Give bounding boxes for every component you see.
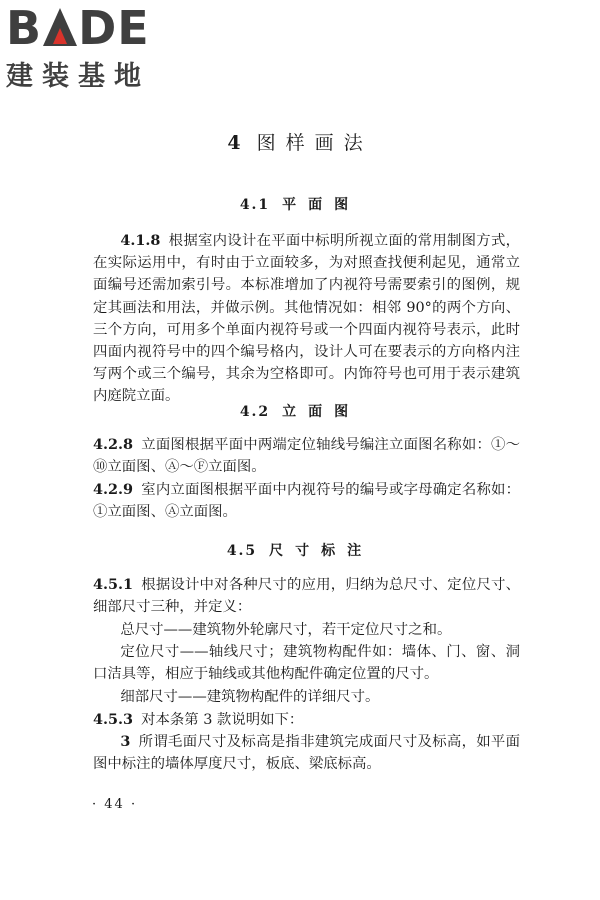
logo-letter-b: B	[6, 1, 43, 55]
chapter-heading	[0, 128, 600, 155]
section-heading-4-5	[0, 540, 600, 560]
clause-4-1-8	[93, 230, 520, 408]
clause-4-2-9	[93, 479, 520, 523]
clause-number: 4.2.9	[93, 481, 134, 498]
clause-number: 4.1.8	[120, 232, 161, 249]
section-title: 立面图	[282, 404, 361, 420]
section-number: 4.1	[239, 197, 271, 213]
section-heading-4-2	[0, 401, 600, 421]
section-title: 尺寸标注	[269, 543, 374, 559]
clause-4-2-8	[93, 434, 520, 478]
chapter-title: 图样画法	[256, 132, 373, 154]
clause-number: 4.5.3	[93, 711, 134, 728]
clause-text: 根据设计中对各种尺寸的应用，归纳为总尺寸、定位尺寸、细部尺寸三种，并定义：	[93, 577, 520, 616]
logo-letters-de: DE	[78, 1, 150, 55]
item-number: 3	[120, 733, 131, 750]
clause-4-5-3	[93, 709, 520, 731]
section-number: 4.2	[239, 404, 271, 420]
section-number: 4.5	[226, 543, 258, 559]
clause-text: 对本条第 3 款说明如下：	[141, 712, 304, 728]
clause-4-5-1	[93, 574, 520, 618]
page-number: · 44 ·	[92, 797, 138, 812]
section-heading-4-1	[0, 194, 600, 214]
logo-triangle-icon	[43, 8, 77, 46]
clause-number: 4.5.1	[93, 576, 134, 593]
clause-number: 4.2.8	[93, 436, 134, 453]
logo-subtitle: 建装基地	[6, 61, 150, 92]
section-title: 平面图	[282, 197, 361, 213]
logo-wordmark	[6, 1, 176, 55]
brand-logo	[6, 1, 176, 93]
item-text: 所谓毛面尺寸及标高是指非建筑完成面尺寸及标高，如平面图中标注的墙体厚度尺寸，板底、梁底标高。	[93, 734, 520, 773]
clause-text: 立面图根据平面中两端定位轴线号编注立面图名称如：①～⑩立面图、Ⓐ～Ⓕ立面图。	[93, 437, 520, 476]
clause-text: 根据室内设计在平面中标明所视立面的常用制图方式，在实际运用中，有时由于立面较多，为对照查找便利起见，通常立面编号还需加索引号。本标准增加了内视符号需要索引的图例，规定其画法和用法，并做示例。其他情况如：相邻 90°的两个方向、三个方向，可用多个单面内视符号或一个四面内视符号表示，此时四面内视符号中的四个编号格内，设计人可在要表示的方向格内注写两个或三个编号，其余为空格即可。内饰符号也可用于表示建筑内庭院立面。	[93, 233, 520, 405]
definition-detail-size: 细部尺寸——建筑物构配件的详细尺寸。	[120, 689, 380, 705]
definition-total-size: 总尺寸——建筑物外轮廓尺寸，若干定位尺寸之和。	[120, 622, 452, 638]
chapter-number: 4	[227, 132, 243, 154]
clause-item-3	[93, 731, 520, 775]
definition-position-size: 定位尺寸——轴线尺寸；建筑物构配件如：墙体、门、窗、洞口洁具等，相应于轴线或其他构配件确定位置的尺寸。	[93, 644, 520, 683]
clause-text: 室内立面图根据平面中内视符号的编号或字母确定名称如：①立面图、Ⓐ立面图。	[93, 482, 520, 521]
